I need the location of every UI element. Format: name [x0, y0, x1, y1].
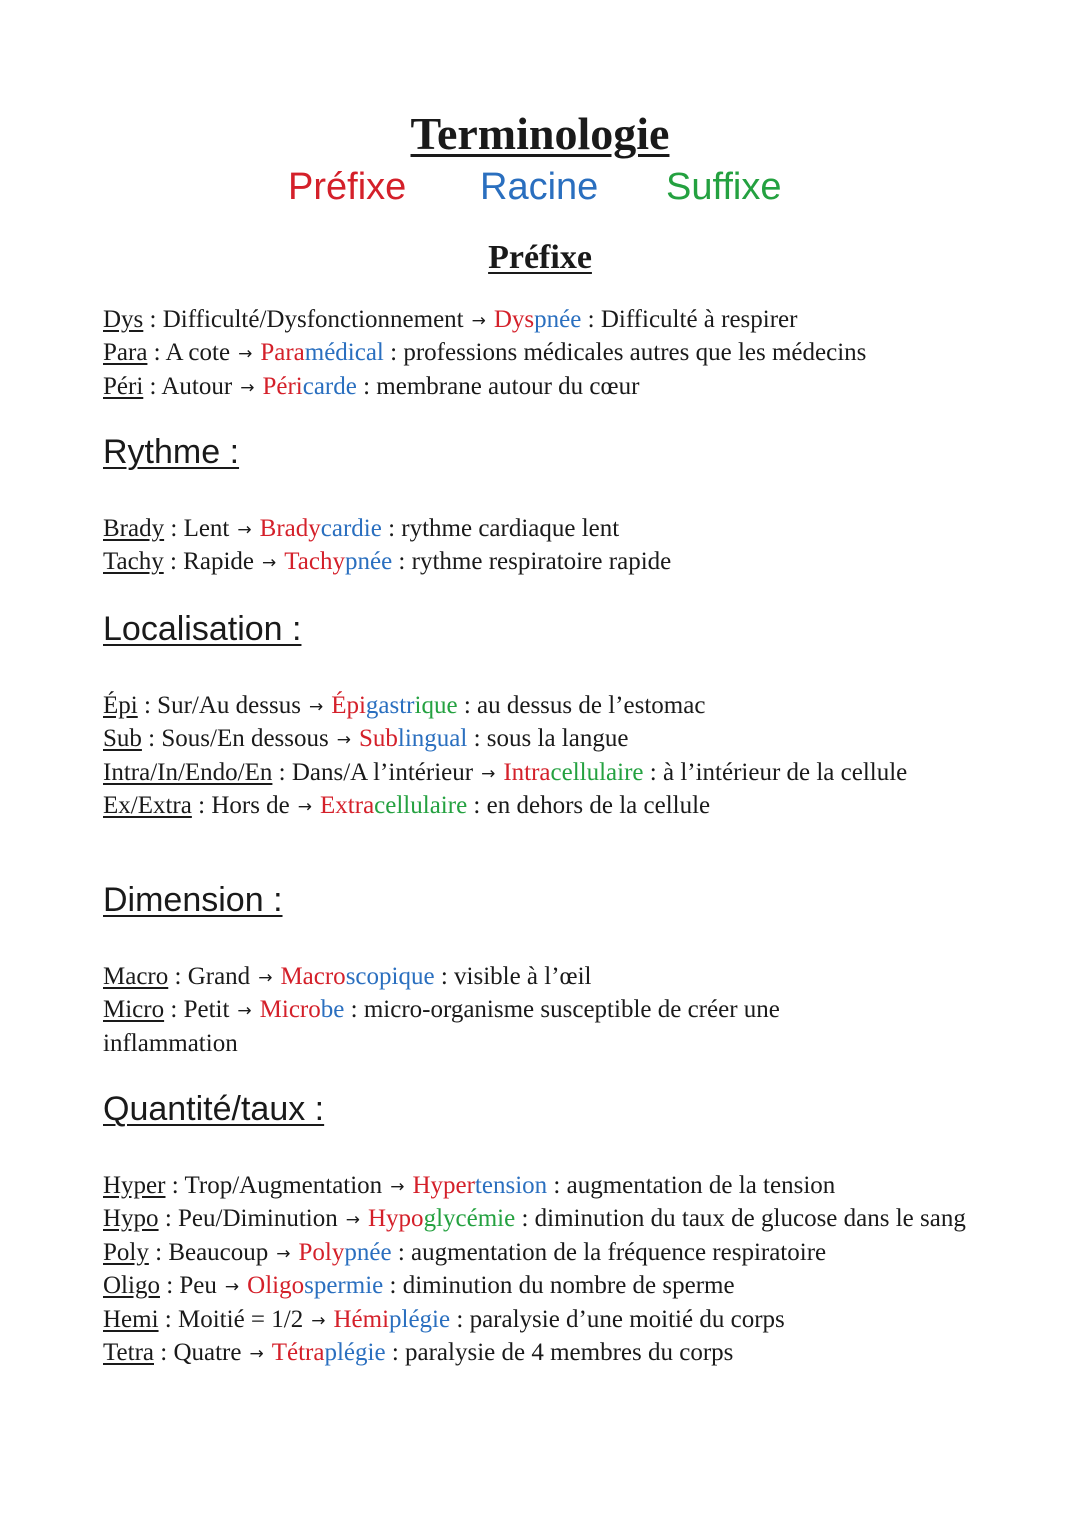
- example-prefix: Macro: [280, 963, 346, 990]
- arrow-icon: →: [249, 1344, 264, 1365]
- example-definition: Difficulté à respirer: [600, 306, 798, 333]
- arrow-icon: →: [297, 797, 313, 818]
- example-prefix: Para: [260, 339, 305, 367]
- example-definition: paralysie de 4 membres du corps: [405, 1339, 734, 1367]
- term-meaning: Rapide: [183, 548, 254, 576]
- example-root: pnée: [344, 548, 393, 576]
- term-meaning: Sous/En dessous: [161, 725, 329, 753]
- arrow-icon: →: [336, 730, 351, 751]
- prefix-term: Péri: [103, 372, 144, 400]
- example-prefix: Intra: [503, 758, 551, 786]
- rythme-list: [103, 513, 983, 580]
- prefix-term: Oligo: [103, 1272, 160, 1300]
- example-root: be: [320, 996, 345, 1024]
- example-suffix: ique: [414, 692, 458, 719]
- example-root: tension: [474, 1172, 548, 1199]
- example-root: médical: [304, 339, 384, 367]
- prefix-term: Tachy: [103, 548, 164, 576]
- example-prefix: Oligo: [247, 1272, 305, 1300]
- example-root: plégie: [324, 1339, 386, 1367]
- term-meaning: Quatre: [173, 1339, 242, 1367]
- example-word: [494, 306, 582, 333]
- example-prefix: Hyper: [412, 1172, 475, 1199]
- term-meaning: Hors de: [211, 792, 290, 820]
- quantite-list: [103, 1170, 983, 1370]
- prefix-term: Ex/Extra: [103, 792, 192, 820]
- example-prefix: Dys: [493, 306, 535, 333]
- section-heading-rythme: Rythme :: [103, 433, 240, 471]
- example-definition: sous la langue: [486, 725, 629, 753]
- example-word: [359, 725, 467, 752]
- prefix-term: Macro: [103, 963, 169, 990]
- term-meaning: Autour: [161, 372, 233, 400]
- prefix-term: Épi: [103, 692, 138, 719]
- example-prefix: Péri: [262, 372, 303, 400]
- color-legend: [0, 162, 1080, 212]
- term-line: Ex/Extra : Hors de → Extracellulaire : en dehors de la cellule: [103, 792, 711, 820]
- example-root: pnée: [534, 306, 582, 333]
- example-root: pnée: [344, 1238, 392, 1266]
- prefix-term: Hemi: [103, 1305, 159, 1333]
- prefix-term: Hyper: [103, 1172, 166, 1199]
- prefix-term: Para: [103, 339, 148, 367]
- example-prefix: Hypo: [368, 1205, 424, 1233]
- example-root: scopique: [345, 963, 435, 990]
- example-prefix: Tétra: [271, 1339, 325, 1367]
- arrow-icon: →: [262, 553, 277, 574]
- example-suffix: cellulaire: [374, 792, 468, 820]
- intro-list: [103, 304, 983, 404]
- term-line: Dys : Difficulté/Dysfonctionnement → Dyspnée : Difficulté à respirer: [103, 306, 798, 333]
- term-line: Épi : Sur/Au dessus → Épigastrique : au dessus de l’estomac: [103, 692, 706, 719]
- arrow-icon: →: [224, 1277, 240, 1298]
- example-definition: professions médicales autres que les médecins: [403, 339, 867, 367]
- example-root: carde: [302, 372, 357, 400]
- example-word: [284, 548, 392, 575]
- term-line: Intra/In/Endo/En : Dans/A l’intérieur → Intracellulaire : à l’intérieur de la cellule: [103, 758, 908, 786]
- term-line: Brady : Lent → Bradycardie : rythme cardiaque lent: [103, 515, 620, 542]
- arrow-icon: →: [311, 1310, 326, 1331]
- page-title: Terminologie: [410, 108, 670, 159]
- example-prefix: Poly: [298, 1238, 345, 1266]
- term-meaning: Sur/Au dessus: [157, 692, 301, 719]
- example-word: [260, 515, 382, 542]
- example-word: [260, 996, 345, 1023]
- example-word: [262, 373, 356, 400]
- term-meaning: Moitié = 1/2: [178, 1305, 304, 1333]
- example-word: [412, 1172, 547, 1199]
- term-line: Hypo : Peu/Diminution → Hypoglycémie : diminution du taux de glucose dans le sang: [103, 1205, 966, 1233]
- example-prefix: Extra: [320, 792, 375, 820]
- section-heading-quantite: Quantité/taux :: [103, 1090, 325, 1128]
- term-meaning: A cote: [165, 339, 231, 367]
- arrow-icon: →: [237, 520, 252, 540]
- example-prefix: Hémi: [333, 1305, 390, 1333]
- term-line: Tetra : Quatre → Tétraplégie : paralysie de 4 membres du corps: [103, 1339, 734, 1367]
- arrow-icon: →: [345, 1210, 360, 1231]
- example-definition: à l’intérieur de la cellule: [662, 758, 908, 786]
- term-line: Para : A cote → Paramédical : professions médicales autres que les médecins: [103, 339, 867, 367]
- example-word: [247, 1272, 383, 1299]
- example-root: lingual: [397, 725, 468, 753]
- example-prefix: Sub: [359, 725, 398, 753]
- term-meaning: Peu/Diminution: [178, 1205, 338, 1233]
- term-line: Hyper : Trop/Augmentation → Hypertension : augmentation de la tension: [103, 1172, 836, 1199]
- example-definition: rythme respiratoire rapide: [411, 548, 672, 576]
- example-definition: paralysie d’une moitié du corps: [469, 1305, 785, 1333]
- example-prefix: Épi: [331, 692, 366, 719]
- prefix-term: Micro: [103, 996, 165, 1024]
- prefix-term: Intra/In/Endo/En: [103, 758, 273, 786]
- example-word: [333, 1306, 450, 1333]
- prefix-term: Brady: [103, 515, 165, 542]
- term-line: Péri : Autour → Péricarde : membrane autour du cœur: [103, 372, 640, 400]
- term-line: Tachy : Rapide → Tachypnée : rythme respiratoire rapide: [103, 548, 672, 576]
- example-root: spermie: [304, 1272, 384, 1300]
- arrow-icon: →: [237, 1001, 252, 1022]
- arrow-icon: →: [471, 311, 486, 331]
- arrow-icon: →: [481, 763, 496, 784]
- arrow-icon: →: [276, 1243, 291, 1264]
- example-word: [320, 792, 467, 819]
- example-word: [299, 1239, 392, 1266]
- prefix-term: Tetra: [103, 1339, 154, 1367]
- term-meaning: Difficulté/Dysfonctionnement: [162, 306, 464, 333]
- example-definition: rythme cardiaque lent: [401, 515, 620, 542]
- term-meaning: Grand: [187, 963, 251, 990]
- term-meaning: Trop/Augmentation: [184, 1172, 383, 1199]
- term-meaning: Lent: [183, 515, 230, 542]
- arrow-icon: →: [258, 968, 273, 988]
- term-meaning: Peu: [179, 1272, 217, 1300]
- legend-root: Racine: [480, 166, 599, 208]
- example-word: [368, 1205, 515, 1232]
- example-suffix: glycémie: [423, 1205, 516, 1233]
- example-word: [331, 692, 457, 719]
- example-definition: diminution du taux de glucose dans le sang: [534, 1205, 966, 1233]
- example-definition: en dehors de la cellule: [486, 792, 711, 820]
- legend-suffix: Suffixe: [666, 166, 782, 208]
- example-prefix: Brady: [259, 515, 321, 542]
- prefix-term: Poly: [103, 1238, 149, 1266]
- example-definition: micro-organisme susceptible de créer une inflammation: [103, 996, 780, 1057]
- prefix-term: Hypo: [103, 1205, 159, 1233]
- term-line: Poly : Beaucoup → Polypnée : augmentation de la fréquence respiratoire: [103, 1238, 827, 1266]
- arrow-icon: →: [390, 1177, 405, 1197]
- arrow-icon: →: [238, 344, 253, 365]
- prefix-term: Dys: [103, 306, 144, 333]
- term-line: Hemi : Moitié = 1/2 → Hémiplégie : paralysie d’une moitié du corps: [103, 1305, 785, 1333]
- example-root: plégie: [389, 1305, 451, 1333]
- example-definition: membrane autour du cœur: [376, 372, 640, 400]
- term-line: Oligo : Peu → Oligospermie : diminution du nombre de sperme: [103, 1272, 735, 1300]
- term-line: Micro : Petit → Microbe : micro-organisme susceptible de créer une inflammation: [103, 996, 780, 1057]
- section-subtitle: Préfixe: [488, 239, 592, 276]
- localisation-list: [103, 690, 983, 824]
- example-word: [503, 759, 643, 786]
- example-definition: au dessus de l’estomac: [477, 692, 706, 719]
- example-word: [272, 1339, 386, 1366]
- term-meaning: Beaucoup: [168, 1238, 269, 1266]
- example-word: [260, 339, 384, 366]
- arrow-icon: →: [240, 377, 255, 398]
- term-meaning: Petit: [183, 996, 230, 1024]
- term-meaning: Dans/A l’intérieur: [291, 758, 474, 786]
- example-word: [280, 963, 434, 990]
- example-definition: augmentation de la fréquence respiratoire: [411, 1238, 827, 1266]
- dimension-list: [103, 961, 983, 1059]
- term-line: Macro : Grand → Macroscopique : visible à l’œil: [103, 963, 592, 990]
- example-definition: visible à l’œil: [454, 963, 592, 990]
- section-heading-localisation: Localisation :: [103, 610, 302, 648]
- section-heading-dimension: Dimension :: [103, 881, 283, 919]
- legend-prefix: Préfixe: [288, 166, 407, 208]
- arrow-icon: →: [308, 697, 324, 717]
- prefix-term: Sub: [103, 725, 142, 753]
- example-prefix: Micro: [259, 996, 321, 1024]
- example-definition: augmentation de la tension: [566, 1172, 836, 1199]
- example-suffix: cellulaire: [550, 758, 644, 786]
- term-line: Sub : Sous/En dessous → Sublingual : sous la langue: [103, 725, 629, 753]
- example-root: cardie: [320, 515, 382, 542]
- example-definition: diminution du nombre de sperme: [402, 1272, 735, 1300]
- example-prefix: Tachy: [284, 548, 345, 576]
- example-root: gastr: [365, 692, 415, 719]
